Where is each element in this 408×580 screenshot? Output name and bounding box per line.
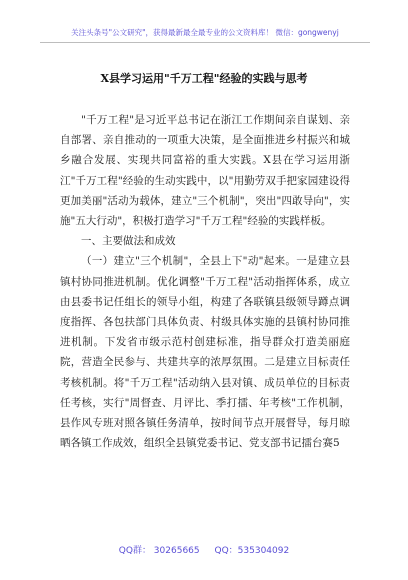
- header-banner: 关注头条号"公文研究"，获得最新最全最专业的公文资料库！ 微信：gongwenyj: [40, 27, 370, 43]
- section-heading: 一、主要做法和成效: [81, 235, 176, 248]
- paragraph-mechanisms: （一）建立"三个机制"，全县上下"动"起来。一是建立县镇村协同推进机制。优化调整"千万工程"活动指挥体系，成立由县委书记任组长的领导小组，构建了各联镇县级领导蹲点调度指挥、各包扶部门具体负责、村级具体实施的县镇村协同推进机制。下发省市级示范村创建标准，指导群众打造美丽庭院，营造全民参与、共建共享的浓厚氛围。二是建立目标责任考核机制。将"千万工程"活动纳入县对镇、成员单位的目标责任考核，实行"周督查、月评比、季打擂、年考核"工作机制，县作风专班对照各镇任务清单，按时间节点开展督导，每月晾晒各镇工作成效，组织全县镇党委书记、党支部书记擂台赛5: [60, 255, 350, 450]
- footer-contacts: [0, 543, 408, 556]
- footer-qq: QQ：535304092: [214, 546, 290, 556]
- footer-qq-group: QQ群： 30265665: [118, 546, 200, 556]
- document-body: [60, 110, 350, 453]
- document-title: X县学习运用"千万工程"经验的实践与思考: [100, 72, 308, 85]
- paragraph-intro: "千万工程"是习近平总书记在浙江工作期间亲自谋划、亲自部署、亲自推动的一项重大决策，是全面推进乡村振兴和城乡融合发展、实现共同富裕的重大实践。X县在学习运用浙江"千万工程"经验的生动实践中，以"用勤劳双手把家园建设得更加美丽"活动为载体，建立"三个机制"，突出"四敢导向"，实施"五大行动"，积极打造学习"千万工程"经验的实践样板。: [60, 114, 350, 228]
